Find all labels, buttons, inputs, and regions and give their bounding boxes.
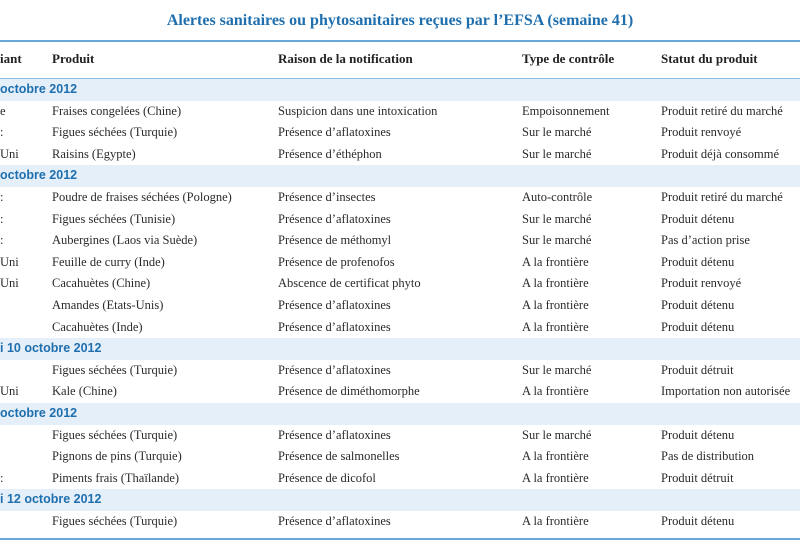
cell-product: Poudre de fraises séchées (Pologne) [52,189,232,204]
cell-notifying-country: Uni [0,146,19,161]
cell-product-status: Produit renvoyé [661,276,742,291]
cell-notifying-country: e [0,103,6,118]
cell-control-type: Sur le marché [522,233,592,248]
table-header [0,42,800,76]
cell-product-status: Produit détenu [661,254,735,269]
cell-notification-reason: Présence d’aflatoxines [278,211,391,226]
cell-notifying-country: : [0,211,4,226]
cell-product: Figues séchées (Turquie) [52,125,178,140]
cell-notification-reason: Présence d’éthéphon [278,146,382,161]
cell-notification-reason: Présence d’aflatoxines [278,297,391,312]
cell-product-status: Produit renvoyé [661,125,742,140]
cell-control-type: A la frontière [522,254,589,269]
table-body [0,79,800,532]
cell-control-type: A la frontière [522,470,589,485]
table-title: Alertes sanitaires ou phytosanitaires reçues par l’EFSA (semaine 41) [0,0,800,40]
table-bottom-border [0,538,800,540]
table-row [0,230,800,252]
cell-notification-reason: Présence de diméthomorphe [278,384,420,399]
cell-control-type: A la frontière [522,513,589,528]
table-row [0,446,800,468]
cell-product: Raisins (Egypte) [52,146,136,161]
cell-control-type: A la frontière [522,319,589,334]
cell-notification-reason: Présence d’aflatoxines [278,427,391,442]
cell-notification-reason: Présence d’aflatoxines [278,513,391,528]
cell-product-status: Produit détruit [661,470,734,485]
cell-product: Kale (Chine) [52,384,117,399]
cell-control-type: A la frontière [522,449,589,464]
cell-notification-reason: Présence d’insectes [278,189,376,204]
cell-product: Figues séchées (Turquie) [52,362,178,377]
cell-notifying-country: : [0,233,4,248]
header-product-status: Statut du produit [661,51,758,66]
table-row [0,187,800,209]
date-group-label: i 12 octobre 2012 [0,492,102,507]
cell-notification-reason: Présence d’aflatoxines [278,125,391,140]
cell-notification-reason: Présence de dicofol [278,470,376,485]
cell-product-status: Produit détenu [661,513,735,528]
date-group-row [0,79,800,101]
table-row [0,511,800,533]
table-row [0,468,800,490]
cell-product: Cacahuètes (Inde) [52,319,143,334]
table-row [0,360,800,382]
cell-product-status: Produit retiré du marché [661,103,783,118]
cell-control-type: A la frontière [522,276,589,291]
cell-notification-reason: Abscence de certificat phyto [278,276,421,291]
cell-product-status: Produit retiré du marché [661,189,783,204]
cell-notification-reason: Présence d’aflatoxines [278,319,391,334]
table-row [0,273,800,295]
cell-notification-reason: Présence de salmonelles [278,449,400,464]
cell-product: Feuille de curry (Inde) [52,254,165,269]
cell-control-type: Sur le marché [522,211,592,226]
table-row [0,209,800,231]
cell-notifying-country: Uni [0,254,19,269]
cell-product: Amandes (Etats-Unis) [52,297,164,312]
table-row [0,144,800,166]
cell-product: Pignons de pins (Turquie) [52,449,182,464]
cell-product-status: Produit détenu [661,427,735,442]
cell-product-status: Pas de distribution [661,449,755,464]
cell-control-type: Sur le marché [522,427,592,442]
date-group-row [0,338,800,360]
table-row [0,425,800,447]
cell-product: Fraises congelées (Chine) [52,103,182,118]
cell-control-type: A la frontière [522,297,589,312]
cell-product: Figues séchées (Turquie) [52,513,178,528]
cell-product: Aubergines (Laos via Suède) [52,233,198,248]
table-row [0,295,800,317]
date-group-row [0,165,800,187]
cell-product: Cacahuètes (Chine) [52,276,151,291]
table-row [0,101,800,123]
cell-notifying-country: Uni [0,276,19,291]
header-notification-reason: Raison de la notification [278,51,413,66]
date-group-label: octobre 2012 [0,82,78,96]
cell-notification-reason: Présence de méthomyl [278,233,392,248]
header-product: Produit [52,51,95,66]
cell-product: Figues séchées (Turquie) [52,427,178,442]
cell-notification-reason: Suspicion dans une intoxication [278,103,438,118]
date-group-row [0,403,800,425]
cell-control-type: A la frontière [522,384,589,399]
cell-product-status: Produit détenu [661,297,735,312]
header-control-type: Type de contrôle [522,51,615,66]
cell-product-status: Importation non autorisée [661,384,791,399]
table-row [0,252,800,274]
cell-notifying-country: : [0,125,4,140]
cell-notifying-country: : [0,470,4,485]
table-row [0,317,800,339]
cell-product-status: Pas d’action prise [661,233,750,248]
cell-notifying-country: Uni [0,384,19,399]
cell-notification-reason: Présence de profenofos [278,254,395,269]
header-notifying-country: iant [0,51,22,66]
cell-control-type: Sur le marché [522,362,592,377]
date-group-label: i 10 octobre 2012 [0,341,102,356]
cell-control-type: Sur le marché [522,146,592,161]
cell-notifying-country: : [0,189,4,204]
table-row [0,122,800,144]
date-group-label: octobre 2012 [0,405,78,420]
cell-product-status: Produit détenu [661,211,735,226]
cell-control-type: Auto-contrôle [522,189,593,204]
table-row [0,381,800,403]
date-group-row [0,489,800,511]
cell-notification-reason: Présence d’aflatoxines [278,362,391,377]
cell-product: Piments frais (Thaïlande) [52,470,180,485]
cell-product-status: Produit détruit [661,362,734,377]
cell-control-type: Empoisonnement [522,103,610,118]
cell-product-status: Produit détenu [661,319,735,334]
cell-product: Figues séchées (Tunisie) [52,211,176,226]
cell-product-status: Produit déjà consommé [661,146,780,161]
date-group-label: octobre 2012 [0,168,78,183]
cell-control-type: Sur le marché [522,125,592,140]
